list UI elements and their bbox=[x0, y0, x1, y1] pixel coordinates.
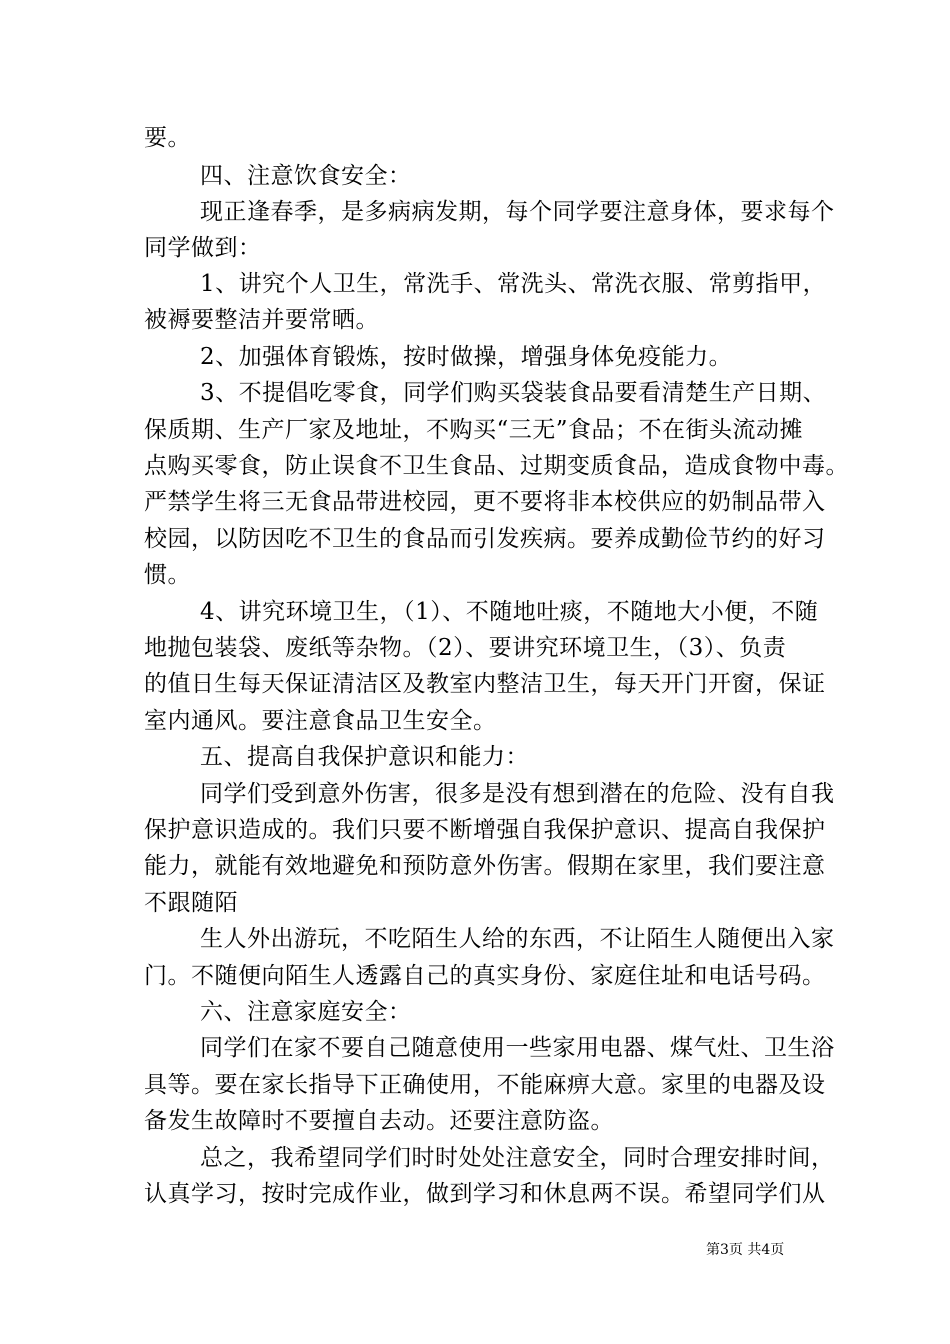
text-line: 严禁学生将三无食品带进校园，更不要将非本校供应的奶制品带入 bbox=[144, 489, 826, 515]
text-line: 地抛包装袋、废纸等杂物。（2）、要讲究环境卫生，（3）、负责 bbox=[144, 635, 787, 661]
text-line: 认真学习，按时完成作业，做到学习和休息两不误。希望同学们从 bbox=[144, 1181, 826, 1207]
text-line: 被褥要整洁并要常晒。 bbox=[144, 307, 379, 333]
text-line: 具等。要在家长指导下正确使用，不能麻痹大意。家里的电器及设 bbox=[144, 1072, 826, 1098]
text-line: 室内通风。要注意食品卫生安全。 bbox=[144, 708, 497, 734]
text-line: 不跟随陌 bbox=[144, 890, 238, 916]
text-line: 同学们在家不要自己随意使用一些家用电器、煤气灶、卫生浴 bbox=[200, 1035, 835, 1061]
text-line: 能力，就能有效地避免和预防意外伤害。假期在家里，我们要注意 bbox=[144, 853, 826, 879]
text-line: 备发生故障时不要擅自去动。还要注意防盗。 bbox=[144, 1108, 614, 1134]
section-heading: 四、注意饮食安全： bbox=[200, 163, 412, 189]
page-number-footer: 第3页 共4页 bbox=[706, 1242, 785, 1258]
text-line: 同学们受到意外伤害，很多是没有想到潜在的危险、没有自我 bbox=[200, 781, 835, 807]
section-heading: 六、注意家庭安全： bbox=[200, 999, 412, 1025]
text-line: 1、讲究个人卫生，常洗手、常洗头、常洗衣服、常剪指甲， bbox=[200, 271, 827, 297]
text-line: 4、讲究环境卫生，（1）、不随地吐痰，不随地大小便，不随 bbox=[200, 599, 819, 625]
text-line: 校园，以防因吃不卫生的食品而引发疾病。要养成勤俭节约的好习 bbox=[144, 526, 826, 552]
text-line: 总之，我希望同学们时时处处注意安全，同时合理安排时间， bbox=[200, 1145, 835, 1171]
text-line: 3、不提倡吃零食，同学们购买袋装食品要看清楚生产日期、 bbox=[200, 380, 827, 406]
text-line: 保护意识造成的。我们只要不断增强自我保护意识、提高自我保护 bbox=[144, 817, 826, 843]
text-line: 现正逢春季，是多病病发期，每个同学要注意身体，要求每个 bbox=[200, 199, 835, 225]
section-heading: 五、提高自我保护意识和能力： bbox=[200, 744, 529, 770]
text-line: 点购买零食，防止误食不卫生食品、过期变质食品，造成食物中毒。 bbox=[144, 453, 849, 479]
text-line: 惯。 bbox=[144, 562, 191, 588]
text-line: 要。 bbox=[144, 125, 191, 151]
text-line: 2、加强体育锻炼，按时做操，增强身体免疫能力。 bbox=[200, 344, 733, 370]
text-line: 同学做到： bbox=[144, 235, 262, 261]
text-line: 的值日生每天保证清洁区及教室内整洁卫生，每天开门开窗，保证 bbox=[144, 671, 826, 697]
text-line: 门。不随便向陌生人透露自己的真实身份、家庭住址和电话号码。 bbox=[144, 963, 826, 989]
text-line: 生人外出游玩，不吃陌生人给的东西，不让陌生人随便出入家 bbox=[200, 926, 835, 952]
text-line: 保质期、生产厂家及地址，不购买“三无”食品；不在街头流动摊 bbox=[144, 417, 804, 443]
